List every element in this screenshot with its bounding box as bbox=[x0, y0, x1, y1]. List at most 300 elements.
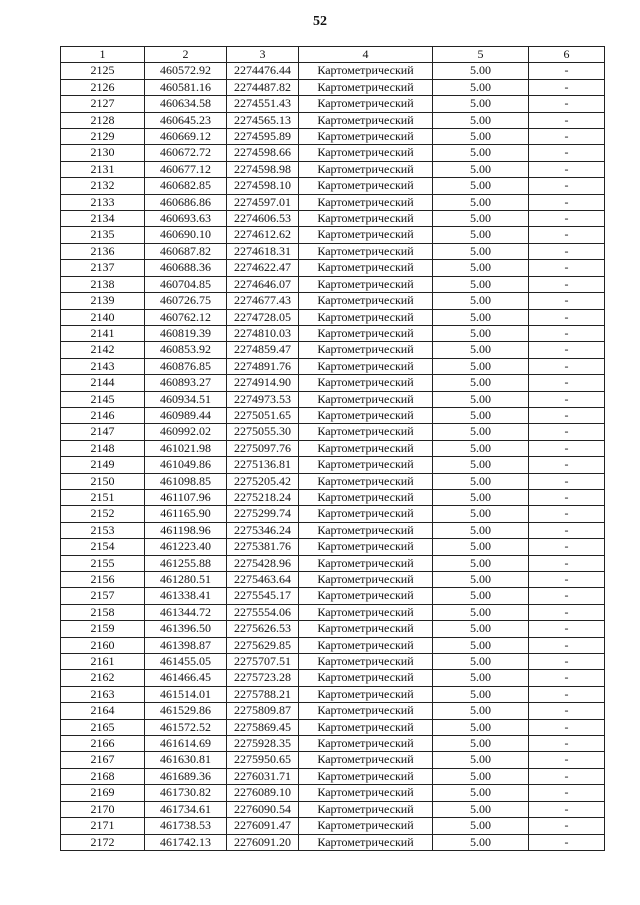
table-cell: Картометрический bbox=[299, 243, 433, 259]
table-cell: 5.00 bbox=[433, 473, 529, 489]
table-row bbox=[61, 178, 605, 194]
table-row bbox=[61, 112, 605, 128]
table-cell: 460672.72 bbox=[145, 145, 227, 161]
table-row bbox=[61, 243, 605, 259]
table-cell: 2274810.03 bbox=[227, 325, 299, 341]
table-cell: 5.00 bbox=[433, 670, 529, 686]
table-cell: 2163 bbox=[61, 686, 145, 702]
table-cell: 5.00 bbox=[433, 260, 529, 276]
table-row bbox=[61, 391, 605, 407]
table-cell: Картометрический bbox=[299, 801, 433, 817]
table-cell: 2172 bbox=[61, 834, 145, 850]
table-cell: 5.00 bbox=[433, 522, 529, 538]
table-cell: 2275051.65 bbox=[227, 407, 299, 423]
table-cell: 5.00 bbox=[433, 703, 529, 719]
table-cell: Картометрический bbox=[299, 703, 433, 719]
table-cell: 2134 bbox=[61, 211, 145, 227]
table-cell: Картометрический bbox=[299, 654, 433, 670]
table-cell: 2159 bbox=[61, 621, 145, 637]
table-cell: 2275869.45 bbox=[227, 719, 299, 735]
table-cell: - bbox=[529, 604, 605, 620]
table-cell: 460876.85 bbox=[145, 358, 227, 374]
table-cell: 2165 bbox=[61, 719, 145, 735]
table-cell: 2144 bbox=[61, 375, 145, 391]
table-cell: 2274677.43 bbox=[227, 293, 299, 309]
table-cell: 2275218.24 bbox=[227, 489, 299, 505]
table-row bbox=[61, 637, 605, 653]
table-cell: 5.00 bbox=[433, 293, 529, 309]
table-cell: 5.00 bbox=[433, 358, 529, 374]
table-cell: Картометрический bbox=[299, 358, 433, 374]
table-cell: 5.00 bbox=[433, 178, 529, 194]
table-cell: 460989.44 bbox=[145, 407, 227, 423]
table-cell: 460687.82 bbox=[145, 243, 227, 259]
table-cell: 2158 bbox=[61, 604, 145, 620]
table-cell: 461098.85 bbox=[145, 473, 227, 489]
table-cell: - bbox=[529, 588, 605, 604]
table-cell: Картометрический bbox=[299, 752, 433, 768]
table-cell: - bbox=[529, 473, 605, 489]
table-cell: 461338.41 bbox=[145, 588, 227, 604]
table-row bbox=[61, 79, 605, 95]
table-cell: - bbox=[529, 325, 605, 341]
table-row bbox=[61, 407, 605, 423]
table-cell: 2275463.64 bbox=[227, 572, 299, 588]
table-row bbox=[61, 555, 605, 571]
table-cell: 2168 bbox=[61, 768, 145, 784]
table-cell: 2274551.43 bbox=[227, 96, 299, 112]
table-cell: 5.00 bbox=[433, 785, 529, 801]
table-cell: Картометрический bbox=[299, 768, 433, 784]
table-row bbox=[61, 473, 605, 489]
table-cell: - bbox=[529, 243, 605, 259]
table-cell: - bbox=[529, 194, 605, 210]
table-cell: 2275428.96 bbox=[227, 555, 299, 571]
table-cell: 2275299.74 bbox=[227, 506, 299, 522]
table-cell: - bbox=[529, 457, 605, 473]
table-cell: 5.00 bbox=[433, 457, 529, 473]
table-cell: 2274487.82 bbox=[227, 79, 299, 95]
table-cell: - bbox=[529, 572, 605, 588]
table-cell: - bbox=[529, 227, 605, 243]
table-cell: Картометрический bbox=[299, 309, 433, 325]
table-cell: Картометрический bbox=[299, 112, 433, 128]
table-cell: 461223.40 bbox=[145, 539, 227, 555]
table-cell: Картометрический bbox=[299, 686, 433, 702]
table-cell: 5.00 bbox=[433, 79, 529, 95]
table-cell: - bbox=[529, 719, 605, 735]
table-cell: 5.00 bbox=[433, 391, 529, 407]
table-cell: 2149 bbox=[61, 457, 145, 473]
table-cell: - bbox=[529, 375, 605, 391]
table-cell: - bbox=[529, 752, 605, 768]
table-cell: - bbox=[529, 834, 605, 850]
table-cell: 5.00 bbox=[433, 686, 529, 702]
table-cell: - bbox=[529, 129, 605, 145]
table-cell: 2275707.51 bbox=[227, 654, 299, 670]
table-cell: 460677.12 bbox=[145, 161, 227, 177]
table-cell: 2275809.87 bbox=[227, 703, 299, 719]
table-cell: 2275136.81 bbox=[227, 457, 299, 473]
table-cell: Картометрический bbox=[299, 227, 433, 243]
table-cell: 2274618.31 bbox=[227, 243, 299, 259]
column-header: 1 bbox=[61, 47, 145, 63]
table-row bbox=[61, 457, 605, 473]
table-row bbox=[61, 604, 605, 620]
table-cell: 461734.61 bbox=[145, 801, 227, 817]
table-cell: Картометрический bbox=[299, 129, 433, 145]
table-cell: Картометрический bbox=[299, 342, 433, 358]
table-row bbox=[61, 194, 605, 210]
table-cell: 2275545.17 bbox=[227, 588, 299, 604]
table-cell: 2162 bbox=[61, 670, 145, 686]
coordinates-table bbox=[60, 46, 605, 851]
table-cell: 461049.86 bbox=[145, 457, 227, 473]
table-row bbox=[61, 588, 605, 604]
table-cell: 460688.36 bbox=[145, 260, 227, 276]
table-cell: 460634.58 bbox=[145, 96, 227, 112]
table-cell: 5.00 bbox=[433, 440, 529, 456]
table-cell: - bbox=[529, 276, 605, 292]
table-row bbox=[61, 145, 605, 161]
table-cell: 2126 bbox=[61, 79, 145, 95]
table-cell: 5.00 bbox=[433, 506, 529, 522]
table-row bbox=[61, 752, 605, 768]
table-cell: 460645.23 bbox=[145, 112, 227, 128]
table-cell: 5.00 bbox=[433, 539, 529, 555]
table-row bbox=[61, 670, 605, 686]
table-cell: - bbox=[529, 801, 605, 817]
table-cell: Картометрический bbox=[299, 391, 433, 407]
table-cell: 460934.51 bbox=[145, 391, 227, 407]
table-row bbox=[61, 621, 605, 637]
table-cell: 5.00 bbox=[433, 161, 529, 177]
table-cell: 2151 bbox=[61, 489, 145, 505]
table-row bbox=[61, 96, 605, 112]
table-cell: 461466.45 bbox=[145, 670, 227, 686]
table-row bbox=[61, 719, 605, 735]
page-number: 52 bbox=[313, 14, 327, 29]
table-cell: 2276089.10 bbox=[227, 785, 299, 801]
table-cell: 5.00 bbox=[433, 621, 529, 637]
table-cell: 2276090.54 bbox=[227, 801, 299, 817]
table-cell: 2135 bbox=[61, 227, 145, 243]
table-cell: - bbox=[529, 785, 605, 801]
table-row bbox=[61, 768, 605, 784]
table-cell: Картометрический bbox=[299, 522, 433, 538]
table-cell: 460693.63 bbox=[145, 211, 227, 227]
column-header: 5 bbox=[433, 47, 529, 63]
table-cell: Картометрический bbox=[299, 588, 433, 604]
table-cell: 2166 bbox=[61, 736, 145, 752]
table-cell: 2167 bbox=[61, 752, 145, 768]
table-cell: Картометрический bbox=[299, 785, 433, 801]
table-cell: 2274598.66 bbox=[227, 145, 299, 161]
table-cell: - bbox=[529, 637, 605, 653]
table-cell: 2275097.76 bbox=[227, 440, 299, 456]
table-cell: 2275055.30 bbox=[227, 424, 299, 440]
table-row bbox=[61, 703, 605, 719]
table-cell: - bbox=[529, 260, 605, 276]
table-cell: Картометрический bbox=[299, 161, 433, 177]
table-cell: - bbox=[529, 539, 605, 555]
table-cell: 460893.27 bbox=[145, 375, 227, 391]
table-cell: 5.00 bbox=[433, 555, 529, 571]
table-cell: 2143 bbox=[61, 358, 145, 374]
table-cell: - bbox=[529, 145, 605, 161]
table-cell: 461396.50 bbox=[145, 621, 227, 637]
table-cell: 5.00 bbox=[433, 276, 529, 292]
table-cell: - bbox=[529, 489, 605, 505]
table-cell: 461255.88 bbox=[145, 555, 227, 571]
table-cell: - bbox=[529, 293, 605, 309]
table-cell: 461280.51 bbox=[145, 572, 227, 588]
table-cell: 2274914.90 bbox=[227, 375, 299, 391]
table-cell: 460704.85 bbox=[145, 276, 227, 292]
table-cell: - bbox=[529, 703, 605, 719]
table-cell: 2275788.21 bbox=[227, 686, 299, 702]
table-cell: 2156 bbox=[61, 572, 145, 588]
table-row bbox=[61, 440, 605, 456]
table-cell: 461514.01 bbox=[145, 686, 227, 702]
table-cell: - bbox=[529, 161, 605, 177]
table-cell: Картометрический bbox=[299, 194, 433, 210]
table-cell: 2274598.10 bbox=[227, 178, 299, 194]
table-cell: 2127 bbox=[61, 96, 145, 112]
table-cell: 2275554.06 bbox=[227, 604, 299, 620]
table-cell: 461738.53 bbox=[145, 818, 227, 834]
table-cell: 460819.39 bbox=[145, 325, 227, 341]
table-cell: - bbox=[529, 621, 605, 637]
table-cell: 2274598.98 bbox=[227, 161, 299, 177]
table-cell: Картометрический bbox=[299, 621, 433, 637]
table-cell: 460682.85 bbox=[145, 178, 227, 194]
table-cell: 2169 bbox=[61, 785, 145, 801]
table-cell: 2274859.47 bbox=[227, 342, 299, 358]
table-cell: 2161 bbox=[61, 654, 145, 670]
table-cell: Картометрический bbox=[299, 407, 433, 423]
table-cell: 2139 bbox=[61, 293, 145, 309]
table-cell: Картометрический bbox=[299, 736, 433, 752]
table-row bbox=[61, 489, 605, 505]
table-cell: 2145 bbox=[61, 391, 145, 407]
table-cell: 2125 bbox=[61, 63, 145, 79]
table-cell: 5.00 bbox=[433, 375, 529, 391]
table-cell: Картометрический bbox=[299, 276, 433, 292]
table-cell: Картометрический bbox=[299, 96, 433, 112]
table-row bbox=[61, 63, 605, 79]
table-row bbox=[61, 325, 605, 341]
table-cell: Картометрический bbox=[299, 211, 433, 227]
table-cell: 2275950.65 bbox=[227, 752, 299, 768]
table-cell: 5.00 bbox=[433, 604, 529, 620]
table-row bbox=[61, 227, 605, 243]
table-header-row bbox=[61, 47, 605, 63]
table-row bbox=[61, 276, 605, 292]
table-cell: 2275629.85 bbox=[227, 637, 299, 653]
table-cell: 2137 bbox=[61, 260, 145, 276]
table-cell: - bbox=[529, 112, 605, 128]
table-cell: Картометрический bbox=[299, 637, 433, 653]
table-cell: 2138 bbox=[61, 276, 145, 292]
table-cell: 5.00 bbox=[433, 719, 529, 735]
table-cell: - bbox=[529, 654, 605, 670]
table-cell: - bbox=[529, 211, 605, 227]
table-cell: - bbox=[529, 686, 605, 702]
table-cell: 461398.87 bbox=[145, 637, 227, 653]
table-cell: 2275723.28 bbox=[227, 670, 299, 686]
table-cell: 2131 bbox=[61, 161, 145, 177]
table-cell: 2128 bbox=[61, 112, 145, 128]
table-cell: 5.00 bbox=[433, 211, 529, 227]
table-cell: 5.00 bbox=[433, 325, 529, 341]
table-cell: 2147 bbox=[61, 424, 145, 440]
table-cell: Картометрический bbox=[299, 818, 433, 834]
table-cell: 2274973.53 bbox=[227, 391, 299, 407]
table-cell: 2276091.47 bbox=[227, 818, 299, 834]
table-cell: 461344.72 bbox=[145, 604, 227, 620]
table-cell: - bbox=[529, 522, 605, 538]
table-cell: 5.00 bbox=[433, 309, 529, 325]
table-cell: 2274646.07 bbox=[227, 276, 299, 292]
table-cell: 2274622.47 bbox=[227, 260, 299, 276]
table-cell: 5.00 bbox=[433, 243, 529, 259]
table-cell: 461455.05 bbox=[145, 654, 227, 670]
table-row bbox=[61, 211, 605, 227]
table-cell: - bbox=[529, 736, 605, 752]
table-cell: 5.00 bbox=[433, 112, 529, 128]
table-cell: - bbox=[529, 63, 605, 79]
table-cell: 5.00 bbox=[433, 588, 529, 604]
table-cell: Картометрический bbox=[299, 834, 433, 850]
table-cell: Картометрический bbox=[299, 440, 433, 456]
table-cell: 2274891.76 bbox=[227, 358, 299, 374]
table-cell: Картометрический bbox=[299, 719, 433, 735]
table-cell: Картометрический bbox=[299, 79, 433, 95]
table-cell: 5.00 bbox=[433, 194, 529, 210]
table-cell: 461689.36 bbox=[145, 768, 227, 784]
table-cell: 2150 bbox=[61, 473, 145, 489]
table-body bbox=[61, 63, 605, 851]
table-row bbox=[61, 129, 605, 145]
table-cell: 2132 bbox=[61, 178, 145, 194]
table-cell: 5.00 bbox=[433, 489, 529, 505]
table-cell: - bbox=[529, 768, 605, 784]
table-cell: 5.00 bbox=[433, 834, 529, 850]
table-cell: 2275381.76 bbox=[227, 539, 299, 555]
table-cell: 5.00 bbox=[433, 63, 529, 79]
table-cell: 2274606.53 bbox=[227, 211, 299, 227]
table-cell: - bbox=[529, 440, 605, 456]
column-header: 2 bbox=[145, 47, 227, 63]
table-cell: 2153 bbox=[61, 522, 145, 538]
table-cell: Картометрический bbox=[299, 473, 433, 489]
table-cell: - bbox=[529, 79, 605, 95]
table-cell: Картометрический bbox=[299, 506, 433, 522]
table-cell: Картометрический bbox=[299, 375, 433, 391]
table-cell: 2154 bbox=[61, 539, 145, 555]
table-cell: 2275205.42 bbox=[227, 473, 299, 489]
table-cell: 2129 bbox=[61, 129, 145, 145]
table-cell: 461198.96 bbox=[145, 522, 227, 538]
table-cell: 460572.92 bbox=[145, 63, 227, 79]
table-row bbox=[61, 424, 605, 440]
table-cell: 2152 bbox=[61, 506, 145, 522]
table-cell: Картометрический bbox=[299, 604, 433, 620]
table-cell: - bbox=[529, 506, 605, 522]
table-cell: 2142 bbox=[61, 342, 145, 358]
table-cell: - bbox=[529, 555, 605, 571]
table-cell: 460690.10 bbox=[145, 227, 227, 243]
table-cell: Картометрический bbox=[299, 260, 433, 276]
table-cell: Картометрический bbox=[299, 670, 433, 686]
table-cell: 460686.86 bbox=[145, 194, 227, 210]
table-cell: 2140 bbox=[61, 309, 145, 325]
table-cell: Картометрический bbox=[299, 424, 433, 440]
table-cell: - bbox=[529, 670, 605, 686]
table-cell: Картометрический bbox=[299, 63, 433, 79]
table-cell: 2274595.89 bbox=[227, 129, 299, 145]
table-row bbox=[61, 654, 605, 670]
table-cell: 461630.81 bbox=[145, 752, 227, 768]
table-cell: Картометрический bbox=[299, 572, 433, 588]
table-cell: - bbox=[529, 96, 605, 112]
table-cell: 460853.92 bbox=[145, 342, 227, 358]
table-row bbox=[61, 686, 605, 702]
table-cell: 5.00 bbox=[433, 637, 529, 653]
table-cell: 460669.12 bbox=[145, 129, 227, 145]
table-cell: 5.00 bbox=[433, 145, 529, 161]
table-cell: 2275346.24 bbox=[227, 522, 299, 538]
table-cell: 2133 bbox=[61, 194, 145, 210]
table-cell: 2130 bbox=[61, 145, 145, 161]
table-cell: 2171 bbox=[61, 818, 145, 834]
table-cell: 460581.16 bbox=[145, 79, 227, 95]
table-cell: 5.00 bbox=[433, 129, 529, 145]
table-cell: 2164 bbox=[61, 703, 145, 719]
table-cell: 460762.12 bbox=[145, 309, 227, 325]
table-cell: - bbox=[529, 309, 605, 325]
table-cell: - bbox=[529, 391, 605, 407]
table-row bbox=[61, 506, 605, 522]
table-cell: 460726.75 bbox=[145, 293, 227, 309]
table-cell: 2157 bbox=[61, 588, 145, 604]
table-row bbox=[61, 358, 605, 374]
column-header: 4 bbox=[299, 47, 433, 63]
table-cell: - bbox=[529, 358, 605, 374]
table-row bbox=[61, 818, 605, 834]
table-cell: 461742.13 bbox=[145, 834, 227, 850]
table-row bbox=[61, 801, 605, 817]
column-header: 3 bbox=[227, 47, 299, 63]
table-cell: 2275928.35 bbox=[227, 736, 299, 752]
table-row bbox=[61, 309, 605, 325]
table-cell: 2276091.20 bbox=[227, 834, 299, 850]
table-row bbox=[61, 293, 605, 309]
table-cell: 2136 bbox=[61, 243, 145, 259]
table-cell: Картометрический bbox=[299, 178, 433, 194]
column-header: 6 bbox=[529, 47, 605, 63]
table-row bbox=[61, 342, 605, 358]
table-cell: 461107.96 bbox=[145, 489, 227, 505]
table-cell: 2160 bbox=[61, 637, 145, 653]
table-cell: - bbox=[529, 424, 605, 440]
table-row bbox=[61, 260, 605, 276]
table-row bbox=[61, 522, 605, 538]
table-cell: 2155 bbox=[61, 555, 145, 571]
table-row bbox=[61, 785, 605, 801]
table-row bbox=[61, 161, 605, 177]
